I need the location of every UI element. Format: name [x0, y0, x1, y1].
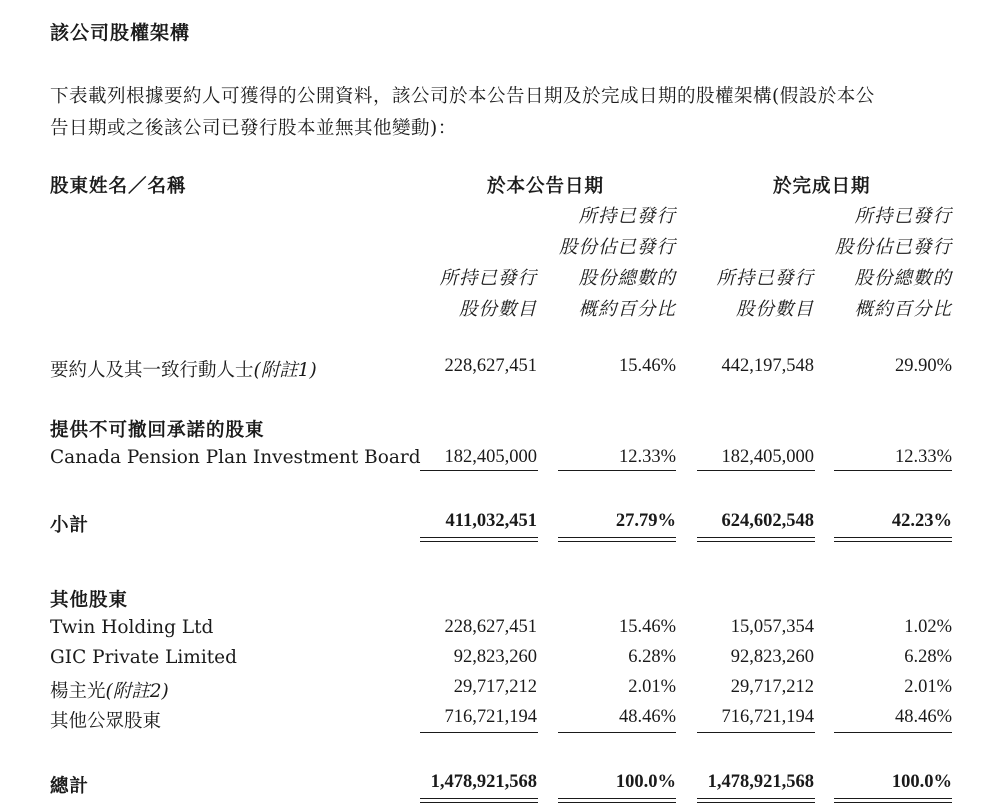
offeror-pct-completion: 29.90% [894, 356, 952, 376]
double-rule-subtotal-3 [697, 537, 815, 542]
header-pct1-line3: 股份總數的 [578, 268, 676, 289]
header-shareholder-name: 股東姓名／名稱 [50, 176, 187, 197]
header-pct2-line2: 股份佔已發行 [834, 237, 952, 258]
row-label-subtotal: 小計 [50, 515, 90, 536]
section-title: 該公司股權架構 [50, 22, 191, 44]
rule-cppib-1 [420, 470, 538, 471]
header-announcement-date: 於本公告日期 [487, 176, 605, 197]
note-ref-1: (附註1) [253, 360, 317, 381]
cppib-shares-announcement: 182,405,000 [444, 447, 537, 467]
row-label-total: 總計 [50, 776, 90, 797]
cppib-shares-completion: 182,405,000 [721, 447, 814, 467]
cppib-pct-completion: 12.33% [894, 447, 952, 467]
public-pct-announcement: 48.46% [618, 707, 676, 727]
double-rule-total-3 [697, 798, 815, 803]
row-label-twin: Twin Holding Ltd [50, 617, 214, 638]
row-label-yang: 楊主光(附註2) [50, 681, 169, 702]
double-rule-total-4 [834, 798, 952, 803]
header-shares1-line1: 所持已發行 [439, 268, 537, 289]
yang-pct-completion: 2.01% [904, 677, 952, 697]
intro-line-1: 下表載列根據要約人可獲得的公開資料，該公司於本公告日期及於完成日期的股權架構(假設於本公 [50, 86, 875, 107]
row-label-gic: GIC Private Limited [50, 647, 237, 668]
public-shares-completion: 716,721,194 [721, 707, 814, 727]
total-shares-announcement: 1,478,921,568 [430, 772, 537, 792]
offeror-shares-completion: 442,197,548 [721, 356, 814, 376]
gic-shares-announcement: 92,823,260 [453, 647, 537, 667]
header-pct2-line4: 概約百分比 [854, 299, 952, 320]
twin-shares-completion: 15,057,354 [730, 617, 814, 637]
total-pct-announcement: 100.0% [615, 772, 676, 792]
header-pct2-line3: 股份總數的 [854, 268, 952, 289]
header-pct1-line2: 股份佔已發行 [558, 237, 676, 258]
note-ref-2: (附註2) [105, 681, 169, 702]
cppib-pct-announcement: 12.33% [618, 447, 676, 467]
total-shares-completion: 1,478,921,568 [707, 772, 814, 792]
header-pct1-line1: 所持已發行 [578, 206, 676, 227]
total-pct-completion: 100.0% [891, 772, 952, 792]
gic-pct-completion: 6.28% [904, 647, 952, 667]
header-pct1-line4: 概約百分比 [578, 299, 676, 320]
subtotal-pct-announcement: 27.79% [615, 511, 676, 531]
double-rule-subtotal-4 [834, 537, 952, 542]
subtotal-pct-completion: 42.23% [891, 511, 952, 531]
yang-shares-announcement: 29,717,212 [453, 677, 537, 697]
header-shares2-line1: 所持已發行 [716, 268, 814, 289]
public-shares-announcement: 716,721,194 [444, 707, 537, 727]
yang-pct-announcement: 2.01% [628, 677, 676, 697]
other-shareholders-heading: 其他股東 [50, 590, 129, 611]
twin-shares-announcement: 228,627,451 [444, 617, 537, 637]
rule-public-2 [558, 732, 676, 733]
subtotal-shares-announcement: 411,032,451 [445, 511, 537, 531]
offeror-shares-announcement: 228,627,451 [444, 356, 537, 376]
row-label-cppib: Canada Pension Plan Investment Board [50, 447, 421, 468]
subtotal-shares-completion: 624,602,548 [721, 511, 814, 531]
rule-public-1 [420, 732, 538, 733]
rule-public-3 [697, 732, 815, 733]
public-pct-completion: 48.46% [894, 707, 952, 727]
header-completion-date: 於完成日期 [773, 176, 871, 197]
twin-pct-completion: 1.02% [904, 617, 952, 637]
row-label-public: 其他公眾股東 [50, 711, 162, 732]
rule-public-4 [834, 732, 952, 733]
intro-line-2: 告日期或之後該公司已發行股本並無其他變動)： [50, 118, 457, 139]
irrevocable-shareholders-heading: 提供不可撤回承諾的股東 [50, 420, 265, 441]
double-rule-subtotal-1 [420, 537, 538, 542]
rule-cppib-3 [697, 470, 815, 471]
double-rule-total-1 [420, 798, 538, 803]
gic-shares-completion: 92,823,260 [730, 647, 814, 667]
header-shares2-line2: 股份數目 [735, 299, 814, 320]
double-rule-total-2 [558, 798, 676, 803]
header-shares1-line2: 股份數目 [458, 299, 537, 320]
rule-cppib-4 [834, 470, 952, 471]
offeror-pct-announcement: 15.46% [618, 356, 676, 376]
header-pct2-line1: 所持已發行 [854, 206, 952, 227]
rule-cppib-2 [558, 470, 676, 471]
double-rule-subtotal-2 [558, 537, 676, 542]
gic-pct-announcement: 6.28% [628, 647, 676, 667]
yang-shares-completion: 29,717,212 [730, 677, 814, 697]
row-label-offeror: 要約人及其一致行動人士(附註1) [50, 360, 317, 381]
twin-pct-announcement: 15.46% [618, 617, 676, 637]
